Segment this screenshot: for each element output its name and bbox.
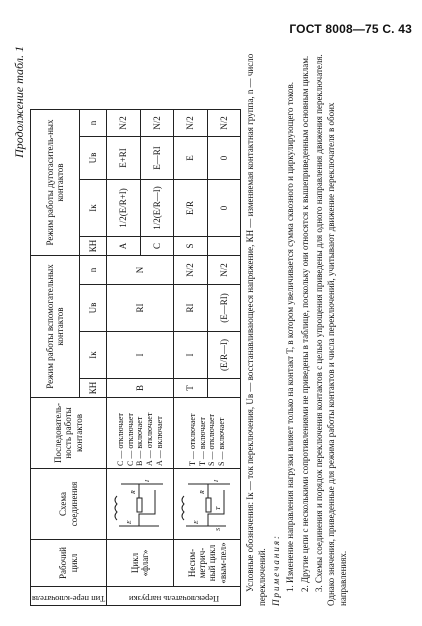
ia-cell: 1/2(E/R—I) [140,180,174,237]
kn-cell: Т [174,379,208,398]
kn2-cell [207,237,241,256]
seq-line: Т — отключает [188,413,198,466]
kn2-cell: С [140,237,174,256]
type-col-header: Тип пере-ключателя [32,594,106,604]
kn2-cell: S [174,237,208,256]
note-item: 3. Схемы соединения и порядок переключения контактов с целью упрощения приведены для одного направления движения переключателя. Однако значения, приведенные для режима работы контактов и числа переключений, учитывают движение переключателя в обоих направлениях. [313,54,348,606]
na-cell: N/2 [140,110,174,137]
kn-cell: В [107,379,174,398]
scheme-diagram-pennant [174,469,241,540]
uv-cell: RI [174,285,208,332]
ik-header: Iк [79,332,106,379]
switch-table [30,109,241,606]
ik-cell: I [174,332,208,379]
main-group-header: Режим работы вспомогательных контактов [31,256,80,398]
na-cell: N/2 [174,110,208,137]
seq-line: S — включает [216,417,226,466]
uva-cell: E [174,137,208,180]
mode-header: Рабочий цикл [31,540,107,587]
svg-text:E: E [127,520,134,524]
sequence-flag [107,398,174,469]
n-header: n [79,256,106,285]
seq-line: С — отключает [125,413,135,466]
n-cell: N/2 [207,256,241,285]
kn-cell [207,379,241,398]
page-header: ГОСТ 8008—75 С. 43 [289,22,412,36]
ik-cell: (E/R—I) [207,332,241,379]
uva-header: Uв [79,137,106,180]
na-cell: N/2 [107,110,141,137]
uva-cell: E+RI [107,137,141,180]
arc-group-header: Режим работы дугогаситель-ных контактов [31,110,80,256]
sequence-pennant [174,398,241,469]
seq-line: Т — включает [197,417,207,466]
svg-text:R: R [131,490,138,494]
seq-line: А — отключает [145,412,155,466]
svg-text:T: T [216,506,223,510]
svg-text:I: I [214,480,221,482]
ia-cell: 1/2(E/R+I) [107,180,141,237]
ik-cell: I [107,332,174,379]
na-cell: N/2 [207,110,241,137]
legend-text: Условные обозначения: Iк — ток переключения, Uв — восстанавливающееся напряжение, КН — изменяемая контактная группа, n — число переключений. [245,53,268,606]
scheme-header: Схема соединения [31,469,107,540]
n-cell: N/2 [174,256,208,285]
n-cell: N [107,256,174,285]
seq-line: В — включает [135,416,145,466]
row-mode: Цикл «флаг» [107,540,174,587]
uva-cell: E—RI [140,137,174,180]
seq-line: С — отключает [116,413,126,466]
notes-block [244,46,351,606]
ia-cell: E/R [174,180,208,237]
uva-cell: 0 [207,137,241,180]
svg-text:S: S [216,528,223,531]
ia-cell: 0 [207,180,241,237]
note-item: 2. Другие цепи с несколькими сопротивлениями не приведены в таблице, поскольку они относятся к вышеприведенным основным циклам. [299,55,310,592]
svg-text:E: E [194,520,201,524]
uv-header: Uв [79,285,106,332]
row-mode: Несим-метрич-ный цикл «вым-пел» [174,540,241,587]
sequence-header: Последователь-ность работы контактов [31,398,107,469]
svg-text:I: I [145,480,152,482]
kn2-header: КН [79,237,106,256]
scheme-diagram-flag [107,469,174,540]
seq-line: А — включает [154,416,164,466]
seq-line: S — отключает [207,413,217,466]
table-continuation: Продолжение табл. 1 [12,46,26,158]
kn2-cell: А [107,237,141,256]
type-label: Переключатель нагрузки [128,594,219,604]
ia-header: Iк [79,180,106,237]
uv-cell: (E—RI) [207,285,241,332]
na-header: n [79,110,106,137]
kn-header: КН [79,379,106,398]
svg-text:R: R [200,490,207,494]
note-item: 1. Изменение направления нагрузки влияет только на контакт Т, в котором увеличивается сумма сквозного и циркулирующего токов. [285,82,296,592]
rotated-page [12,46,407,606]
notes-heading: Примечания: [271,533,282,606]
uv-cell: RI [107,285,174,332]
